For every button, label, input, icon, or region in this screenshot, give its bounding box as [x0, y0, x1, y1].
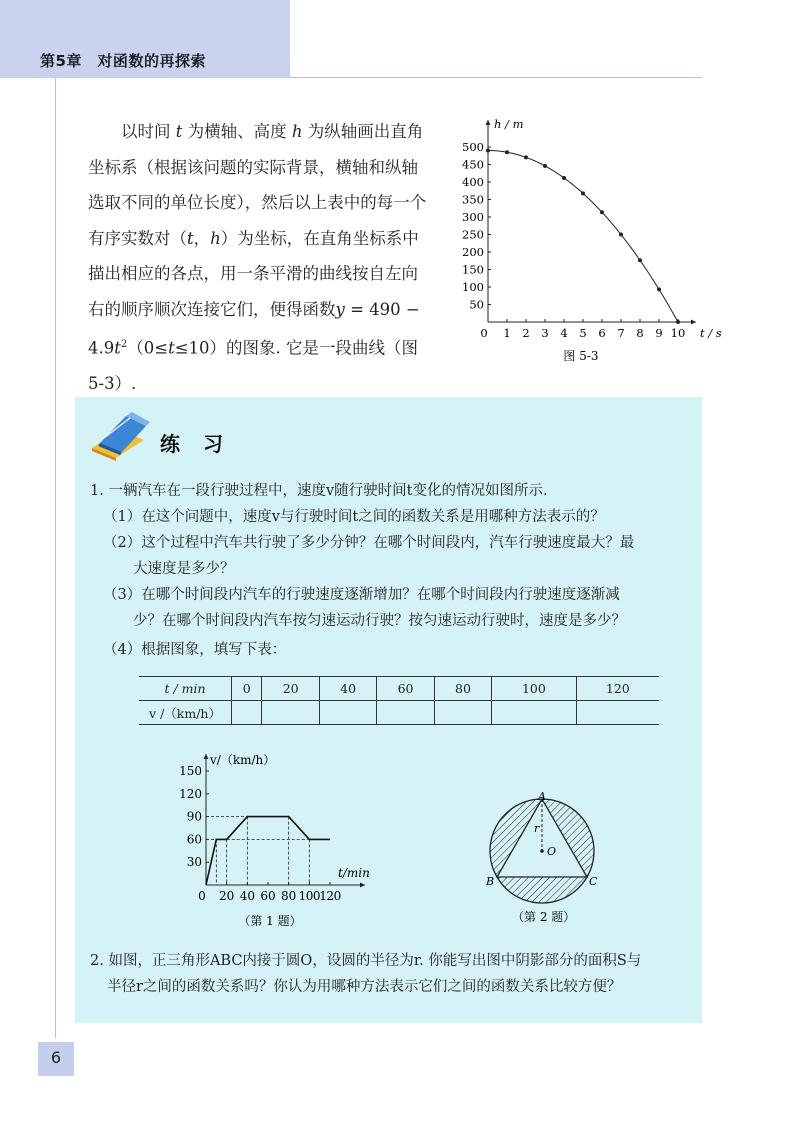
- figure-5-3-chart: [460, 112, 722, 372]
- x-tick-label: 40: [239, 889, 255, 903]
- x-tick-label: 6: [598, 326, 606, 340]
- x-axis-arrow: [691, 320, 696, 325]
- label-a: A: [538, 790, 546, 803]
- y-tick-label: 500: [462, 140, 484, 154]
- question-1-part-2a: （2）这个过程中汽车共行驶了多少分钟？在哪个时间段内，汽车行驶速度最大？最: [103, 535, 635, 551]
- question-1-part-4: （4）根据图象，填写下表：: [103, 642, 287, 658]
- label-o: O: [547, 845, 557, 858]
- question-2a: 2. 如图，正三角形ABC内接于圆O，设圆的半径为r. 你能写出图中阴影部分的面积S与: [90, 953, 642, 969]
- table-cell: 20: [262, 677, 319, 701]
- x-tick-label: 7: [617, 326, 625, 340]
- x-axis-label: t / s: [700, 326, 722, 340]
- table-blank-cell[interactable]: [434, 701, 491, 725]
- intro-paragraph: 以时间 t 为横轴、高度 h 为纵轴画出直角坐标系（根据该问题的实际背景，横轴和纵轴选取不同的单位长度），然后以上表中的每一个有序实数对（t，h）为坐标，在直角坐标系中描出相应的各点，用一条平滑的曲线按自左向右的顺序顺次连接它们，便得函数$y = 490 - 4.9t^2(0\le t\le 10)$的图象. 它是一段曲线（图 5-3）.: [88, 122, 427, 393]
- chapter-title: 第5章 对函数的再探索: [40, 52, 206, 70]
- x-tick-label: 5: [579, 326, 587, 340]
- x-tick-label: 8: [636, 326, 644, 340]
- y-tick-label: 50: [469, 297, 484, 312]
- data-point: [486, 149, 490, 153]
- table-cell: 80: [434, 677, 491, 701]
- y-tick-label: 60: [186, 832, 202, 847]
- y-axis-label: h / m: [494, 117, 524, 131]
- label-b: B: [486, 875, 495, 888]
- x-axis-arrow: [360, 883, 365, 888]
- chart-title: （第 1 题）: [238, 914, 302, 928]
- x-tick-label: 100: [298, 889, 321, 903]
- exercise-title: 练 习: [160, 432, 231, 456]
- table-blank-cell[interactable]: [262, 701, 319, 725]
- page-number: 6: [50, 1048, 62, 1067]
- data-point: [581, 191, 585, 195]
- question-1-part-3b: 少？在哪个时间段内汽车按匀速运动行驶？按匀速运动行驶时，速度是多少？: [133, 613, 626, 629]
- y-axis-arrow: [486, 120, 491, 125]
- data-point: [505, 150, 509, 154]
- table-cell: 0: [232, 677, 262, 701]
- y-tick-label: 150: [462, 262, 484, 277]
- question-1: 1. 一辆汽车在一段行驶过程中，速度v随行驶时间t变化的情况如图所示.: [90, 483, 548, 499]
- x-tick-label: 4: [560, 326, 568, 340]
- x-tick-label: 120: [319, 889, 341, 903]
- data-point: [676, 320, 680, 324]
- y-tick-label: 30: [186, 855, 202, 870]
- data-point: [638, 258, 642, 262]
- x-tick-label: 10: [670, 326, 686, 340]
- y-tick-label: 350: [462, 192, 484, 207]
- table-blank-cell[interactable]: [232, 701, 262, 725]
- table-blank-cell[interactable]: [319, 701, 376, 725]
- data-point: [619, 233, 623, 237]
- y-tick-label: 100: [462, 280, 484, 294]
- y-tick-label: 300: [462, 210, 484, 224]
- table-blank-cell[interactable]: [576, 701, 659, 725]
- y-axis-label: v/（km/h）: [210, 753, 276, 767]
- y-tick-label: 200: [462, 245, 484, 259]
- label-r: r: [534, 822, 540, 835]
- table-blank-cell[interactable]: [492, 701, 576, 725]
- data-point: [657, 287, 661, 291]
- y-tick-label: 450: [462, 157, 484, 172]
- question-2b: 半径r之间的函数关系吗？你认为用哪种方法表示它们之间的函数关系比较方便？: [107, 979, 622, 995]
- data-point: [524, 155, 528, 159]
- table-header-t: t / min: [139, 677, 232, 701]
- question-1-part-2b: 大速度是多少？: [133, 561, 235, 577]
- pencil-book-icon: [86, 408, 156, 463]
- series-line: [488, 151, 678, 323]
- center-point: [540, 849, 544, 853]
- y-tick-label: 120: [179, 786, 202, 801]
- x-tick-label: 20: [219, 889, 235, 903]
- table-cell: 60: [377, 677, 434, 701]
- chart-title: 图 5-3: [563, 349, 599, 363]
- table-blank-cell[interactable]: [377, 701, 434, 725]
- x-axis-label: t/min: [338, 866, 370, 880]
- margin-line: [55, 78, 56, 1038]
- x-tick-label: 1: [503, 326, 511, 340]
- data-point: [600, 210, 604, 214]
- x-tick-label: 9: [655, 326, 663, 340]
- x-tick-label: 3: [541, 326, 549, 340]
- x-tick-label: 80: [281, 889, 297, 903]
- speed-time-chart: [168, 752, 398, 932]
- table-cell: 40: [319, 677, 376, 701]
- question-1-part-1: （1）在这个问题中，速度v与行驶时间t之间的函数关系是用哪种方法表示的？: [103, 509, 605, 525]
- fill-in-table: [139, 676, 659, 725]
- table-cell: 100: [492, 677, 576, 701]
- circle-triangle-figure: [478, 786, 618, 931]
- table-row: [139, 677, 659, 701]
- x-tick-label: 0: [198, 889, 206, 903]
- y-tick-label: 250: [462, 227, 484, 242]
- x-tick-label: 2: [522, 326, 530, 340]
- table-row: [139, 701, 659, 725]
- table-header-v: v /（km/h）: [139, 701, 232, 725]
- data-point: [543, 164, 547, 168]
- y-tick-label: 90: [186, 809, 202, 824]
- y-tick-label: 150: [179, 764, 202, 778]
- x-tick-label: 0: [480, 326, 488, 340]
- x-tick-label: 60: [260, 889, 276, 903]
- data-point: [562, 176, 566, 180]
- y-axis-arrow: [204, 754, 209, 759]
- table-cell: 120: [576, 677, 659, 701]
- question-1-part-3a: （3）在哪个时间段内汽车的行驶速度逐渐增加？在哪个时间段内行驶速度逐渐减: [103, 587, 620, 603]
- header-rule: [290, 77, 702, 78]
- y-tick-label: 400: [462, 175, 484, 189]
- series-line: [206, 817, 330, 885]
- figure-2-caption: （第 2 题）: [512, 910, 576, 924]
- label-c: C: [589, 875, 598, 888]
